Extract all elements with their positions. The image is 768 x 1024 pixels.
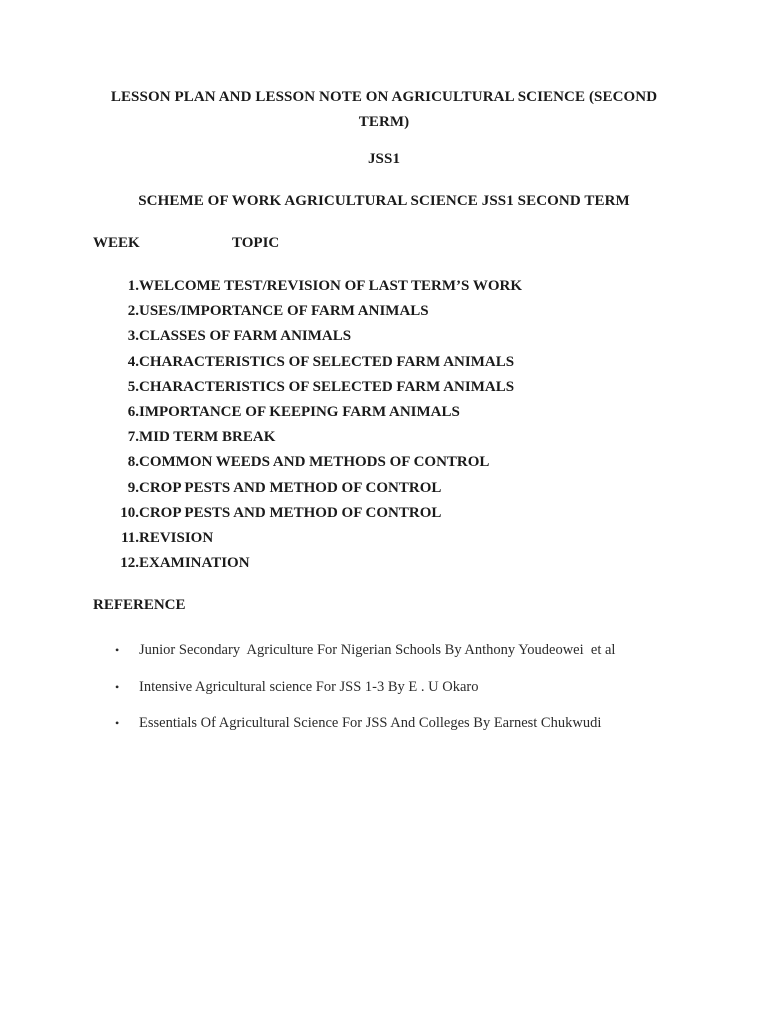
list-item-text: CROP PESTS AND METHOD OF CONTROL — [139, 479, 442, 496]
list-item — [113, 553, 713, 578]
list-item-number: 12. — [120, 555, 139, 572]
list-item-number: 4. — [127, 353, 139, 370]
bullet-icon: • — [115, 643, 120, 657]
list-item — [113, 352, 713, 377]
list-item-text: COMMON WEEDS AND METHODS OF CONTROL — [139, 454, 490, 471]
topic-list — [113, 276, 713, 578]
list-item-text: CLASSES OF FARM ANIMALS — [139, 328, 352, 345]
bullet-icon: • — [115, 716, 120, 730]
list-item — [113, 478, 713, 503]
document-title-line-1: LESSON PLAN AND LESSON NOTE ON AGRICULTURAL SCIENCE (SECOND — [110, 89, 658, 105]
reference-item — [113, 640, 733, 677]
list-item-text: CHARACTERISTICS OF SELECTED FARM ANIMALS — [139, 353, 515, 370]
week-topic-header — [93, 233, 493, 253]
reference-heading: REFERENCE — [93, 597, 186, 613]
reference-list — [113, 640, 733, 750]
list-item — [113, 276, 713, 301]
list-item-number: 5. — [127, 378, 139, 395]
bullet-icon: • — [115, 679, 120, 694]
list-item-number: 1. — [127, 278, 139, 294]
list-item-number: 7. — [127, 429, 139, 446]
list-item-text: CROP PESTS AND METHOD OF CONTROL — [139, 504, 442, 521]
list-item-text: EXAMINATION — [139, 555, 250, 572]
topic-label: TOPIC — [232, 235, 280, 251]
reference-text: Essentials Of Agricultural Science For JSS And Colleges By Earnest Chukwudi — [139, 715, 602, 731]
list-item-text: CHARACTERISTICS OF SELECTED FARM ANIMALS — [139, 378, 515, 395]
list-item — [113, 301, 713, 326]
list-item — [113, 452, 713, 477]
reference-item — [113, 713, 733, 750]
document-title-line-2: TERM) — [358, 114, 410, 130]
class-heading: JSS1 — [367, 151, 401, 167]
list-item-number: 8. — [127, 454, 139, 471]
list-item — [113, 326, 713, 351]
list-item-number: 6. — [127, 403, 139, 420]
reference-text: Intensive Agricultural science For JSS 1-3 By E . U Okaro — [139, 678, 479, 695]
list-item-number: 11. — [121, 529, 139, 546]
list-item-number: 10. — [120, 504, 139, 521]
list-item-number: 3. — [127, 328, 139, 345]
list-item — [113, 528, 713, 553]
list-item-text: REVISION — [139, 529, 214, 546]
list-item-number: 9. — [127, 479, 139, 496]
list-item-text: IMPORTANCE OF KEEPING FARM ANIMALS — [139, 403, 460, 420]
list-item — [113, 377, 713, 402]
list-item-text: USES/IMPORTANCE OF FARM ANIMALS — [139, 303, 429, 320]
list-item — [113, 402, 713, 427]
list-item-text: MID TERM BREAK — [139, 429, 276, 446]
list-item-number: 2. — [127, 303, 139, 320]
scheme-heading: SCHEME OF WORK AGRICULTURAL SCIENCE JSS1 SECOND TERM — [138, 193, 630, 209]
reference-text: Junior Secondary Agriculture For Nigerian Schools By Anthony Youdeowei et al — [139, 642, 616, 658]
week-label: WEEK — [93, 235, 140, 251]
list-item — [113, 503, 713, 528]
reference-item — [113, 677, 733, 714]
list-item-text: WELCOME TEST/REVISION OF LAST TERM’S WORK — [139, 278, 523, 294]
list-item — [113, 427, 713, 452]
